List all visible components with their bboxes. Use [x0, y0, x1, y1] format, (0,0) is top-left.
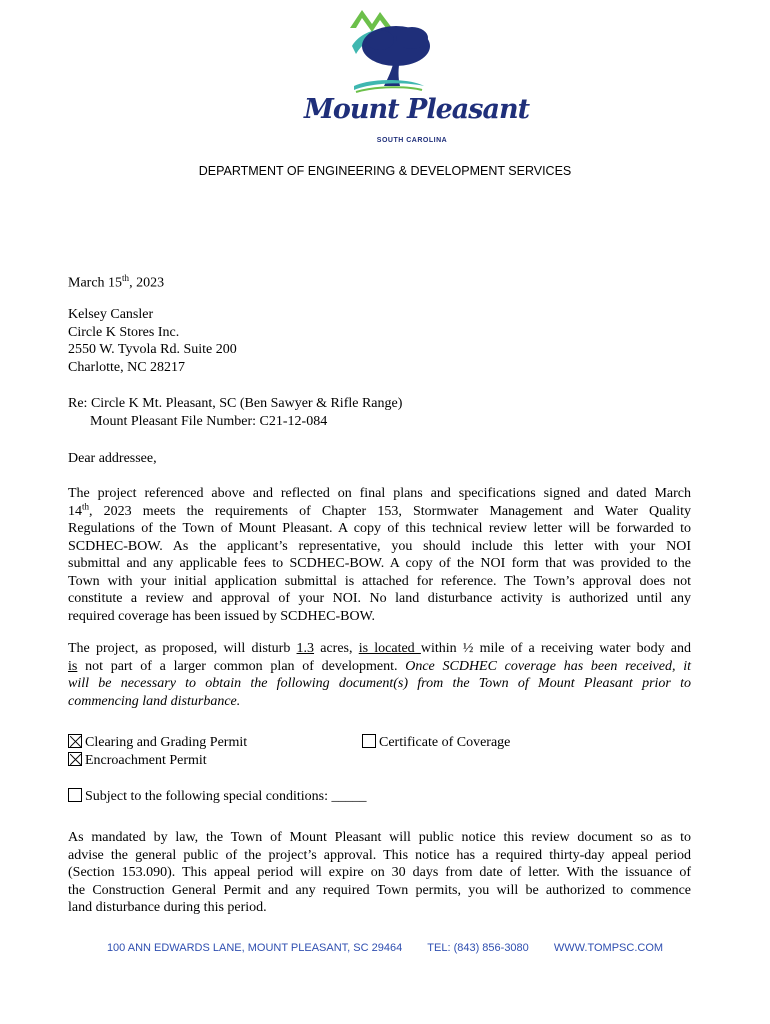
logo-wordmark: Mount Pleasant — [304, 94, 530, 125]
recipient-line: Kelsey Cansler — [68, 307, 154, 322]
permit-certificate[interactable]: Certificate of Coverage — [362, 734, 510, 752]
permit-encroachment[interactable]: Encroachment Permit — [68, 752, 207, 770]
paragraph-project: The project, as proposed, will disturb 1.3 acres, is located within ½ mile of a receiving water body and is not part of a larger common plan of development. Once SCDHEC coverage has been received, it will be necessary to obtain the following document(s) from the Town of Mount Pleasant prior to commencing land disturbance. — [68, 641, 691, 709]
paragraph-public-notice: As mandated by law, the Town of Mount Pleasant will public notice this review document so as to advise the general public of the project’s approval. This notice has a required thirty-day appeal period (Section 153.090). This appeal period will expire on 30 days from date of letter. With the issuance of the Construction General Permit and any required Town permits, you will be authorized to commence land disturbance during this period. — [68, 830, 691, 915]
salutation: Dear addressee, — [68, 451, 157, 466]
recipient-line: Circle K Stores Inc. — [68, 324, 180, 340]
certificate-checkbox[interactable] — [362, 734, 376, 748]
footer-phone: TEL: (843) 856-3080 — [427, 942, 529, 954]
letter-date: March 15th, 2023 — [68, 273, 165, 291]
special-conditions-checkbox[interactable] — [68, 788, 82, 802]
town-logo — [300, 2, 530, 152]
special-conditions[interactable]: Subject to the following special conditions: _____ — [68, 788, 367, 806]
paragraph-approval: The project referenced above and reflected on final plans and specifications signed and dated March 14th, 2023 meets the requirements of Chapter 153, Stormwater Management and Water Quality Regulations of the Town of Mount Pleasant. A copy of this technical review letter will be forwarded to SCDHEC-BOW. As the applicant’s representative, you should include this letter with your NOI submittal and any applicable fees to SCDHEC-BOW. A copy of the NOI form that was provided to the Town with your initial application submittal is attached for reference. The Town’s approval does not constitute a review and approval of your NOI. No land disturbance activity is authorized until any required coverage has been issued by SCDHEC-BOW. — [68, 486, 691, 624]
re-block: Re: Circle K Mt. Pleasant, SC (Ben Sawyer & Rifle Range) Mount Pleasant File Number: C21-12-084 — [68, 396, 403, 429]
department-heading: DEPARTMENT OF ENGINEERING & DEVELOPMENT SERVICES — [198, 164, 572, 178]
oak-tree-logo-icon — [300, 2, 470, 102]
clearing-checkbox[interactable] — [68, 734, 82, 748]
logo-state: SOUTH CAROLINA — [376, 137, 448, 144]
recipient-line: 2550 W. Tyvola Rd. Suite 200 — [68, 342, 237, 357]
recipient-line: Charlotte, NC 28217 — [68, 359, 186, 375]
footer-address: 100 ANN EDWARDS LANE, MOUNT PLEASANT, SC 29464 — [106, 942, 403, 954]
letter-footer — [0, 942, 770, 954]
recipient-address — [68, 306, 691, 376]
permit-clearing[interactable]: Clearing and Grading Permit — [68, 734, 247, 752]
footer-website[interactable]: WWW.TOMPSC.COM — [553, 942, 664, 954]
encroachment-checkbox[interactable] — [68, 752, 82, 766]
